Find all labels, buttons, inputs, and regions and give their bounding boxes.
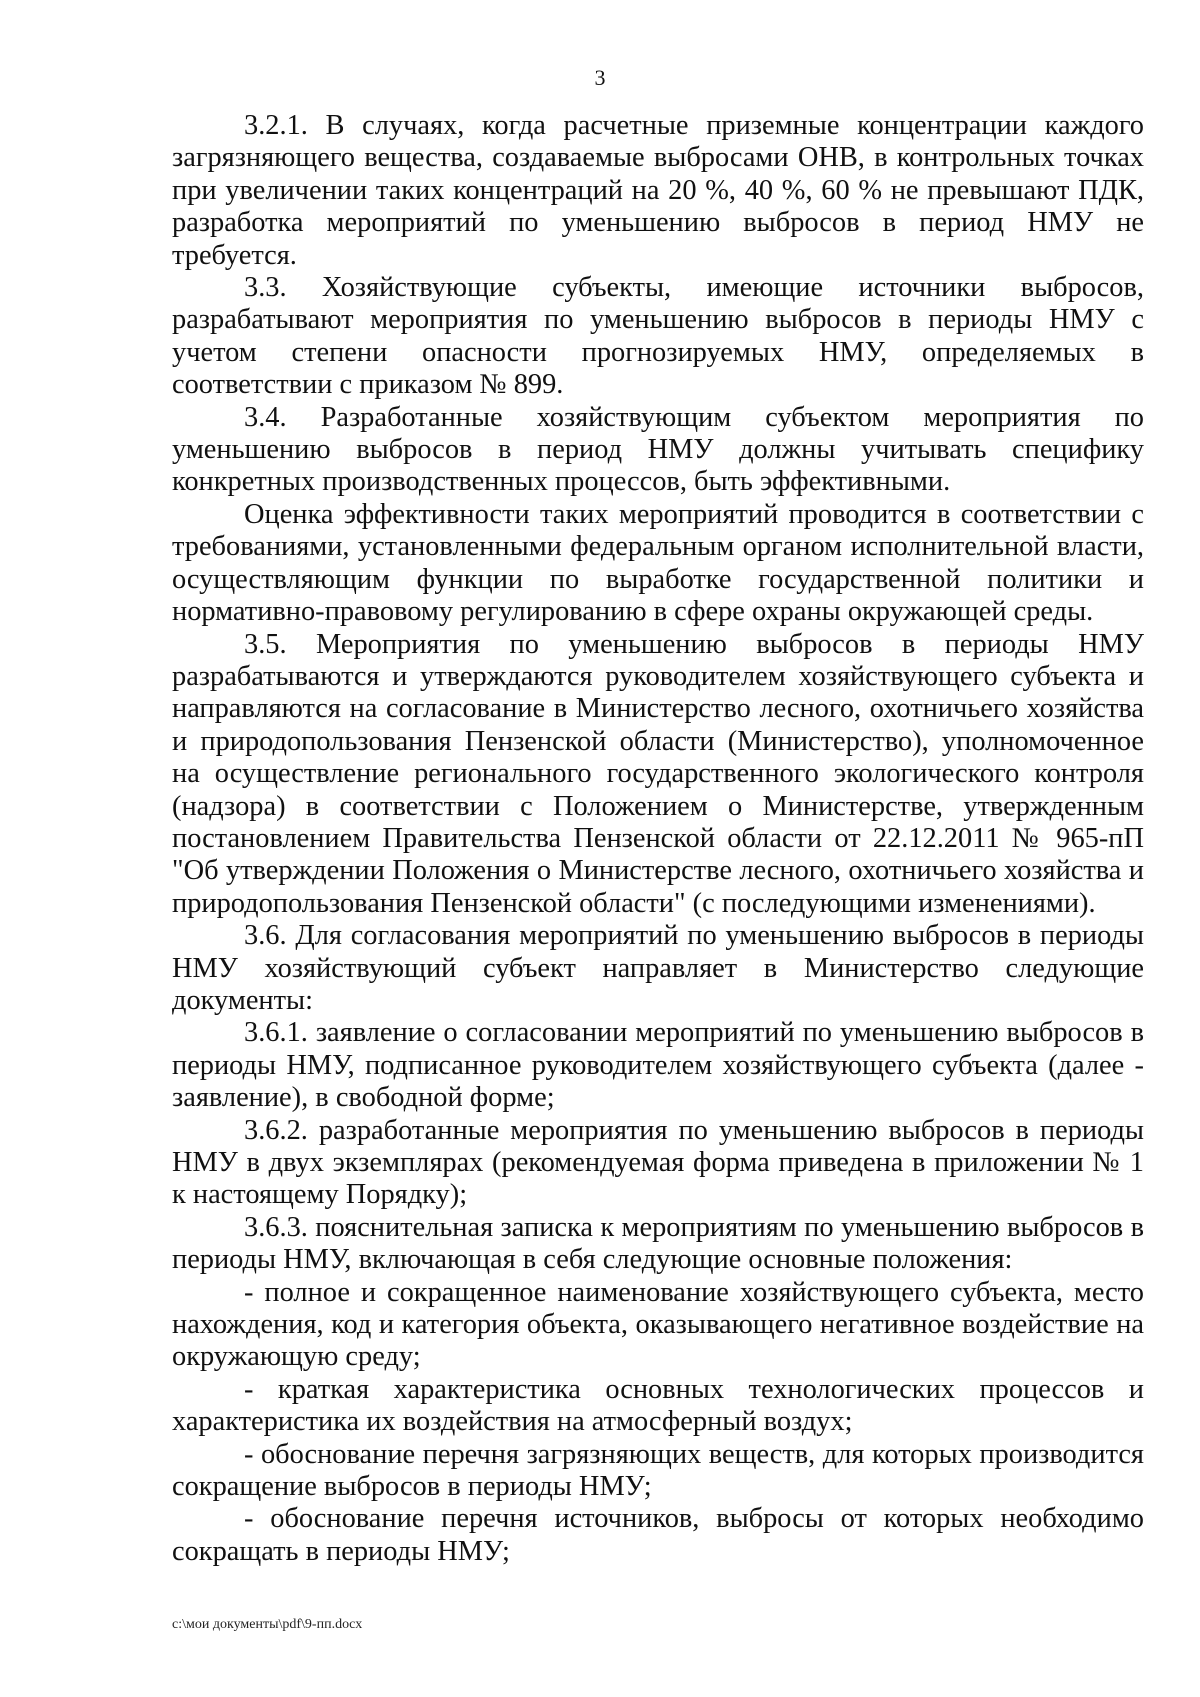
list-item-pollutants-justification: - обоснование перечня загрязняющих веществ, для которых производится сокращение выбросов в периоды НМУ; <box>172 1438 1144 1503</box>
list-item-process-description: - краткая характеристика основных технологических процессов и характеристика их воздействия на атмосферный воздух; <box>172 1373 1144 1438</box>
paragraph-3-6-2: 3.6.2. разработанные мероприятия по уменьшению выбросов в периоды НМУ в двух экземплярах (рекомендуемая форма приведена в приложении № 1 к настоящему Порядку); <box>172 1114 1144 1211</box>
page-number: 3 <box>594 65 606 90</box>
paragraph-3-3: 3.3. Хозяйствующие субъекты, имеющие источники выбросов, разрабатывают мероприятия по уменьшению выбросов в периоды НМУ с учетом степени опасности прогнозируемых НМУ, определяемых в соответствии с приказом № 899. <box>172 272 1144 401</box>
document-body <box>172 110 1144 1568</box>
paragraph-efficiency-assessment: Оценка эффективности таких мероприятий проводится в соответствии с требованиями, установленными федеральным органом исполнительной власти, осуществляющим функции по выработке государственной политики и нормативно-правовому регулированию в сфере охраны окружающей среды. <box>172 498 1144 628</box>
paragraph-3-5: 3.5. Мероприятия по уменьшению выбросов в периоды НМУ разрабатываются и утверждаются руководителем хозяйствующего субъекта и направляются на согласование в Министерство лесного, охотничьего хозяйства и природопользования Пензенской области (Министерство), уполномоченное на осуществление регионального государственного экологического контроля (надзора) в соответствии с Положением о Министерстве, утвержденным постановлением Правительства Пензенской области от 22.12.2011 № 965-пП "Об утверждении Положения о Министерстве лесного, охотничьего хозяйства и природопользования Пензенской области" (с последующими изменениями). <box>172 628 1144 919</box>
paragraph-3-2-1: 3.2.1. В случаях, когда расчетные приземные концентрации каждого загрязняющего вещества, создаваемые выбросами ОНВ, в контрольных точках при увеличении таких концентраций на 20 %, 40 %, 60 % не превышают ПДК, разработка мероприятий по уменьшению выбросов в период НМУ не требуется. <box>172 110 1144 271</box>
paragraph-3-4: 3.4. Разработанные хозяйствующим субъектом мероприятия по уменьшению выбросов в период НМУ должны учитывать специфику конкретных производственных процессов, быть эффективными. <box>172 401 1144 498</box>
file-path-footer: c:\мои документы\pdf\9-пп.docx <box>172 1617 363 1632</box>
list-item-sources-justification: - обоснование перечня источников, выбросы от которых необходимо сокращать в периоды НМУ; <box>172 1503 1144 1567</box>
paragraph-3-6-3: 3.6.3. пояснительная записка к мероприятиям по уменьшению выбросов в периоды НМУ, включающая в себя следующие основные положения: <box>172 1211 1144 1276</box>
list-item-entity-name: - полное и сокращенное наименование хозяйствующего субъекта, место нахождения, код и категория объекта, оказывающего негативное воздействие на окружающую среду; <box>172 1276 1144 1373</box>
paragraph-3-6-1: 3.6.1. заявление о согласовании мероприятий по уменьшению выбросов в периоды НМУ, подписанное руководителем хозяйствующего субъекта (далее - заявление), в свободной форме; <box>172 1017 1144 1114</box>
paragraph-3-6: 3.6. Для согласования мероприятий по уменьшению выбросов в периоды НМУ хозяйствующий субъект направляет в Министерство следующие документы: <box>172 920 1144 1016</box>
